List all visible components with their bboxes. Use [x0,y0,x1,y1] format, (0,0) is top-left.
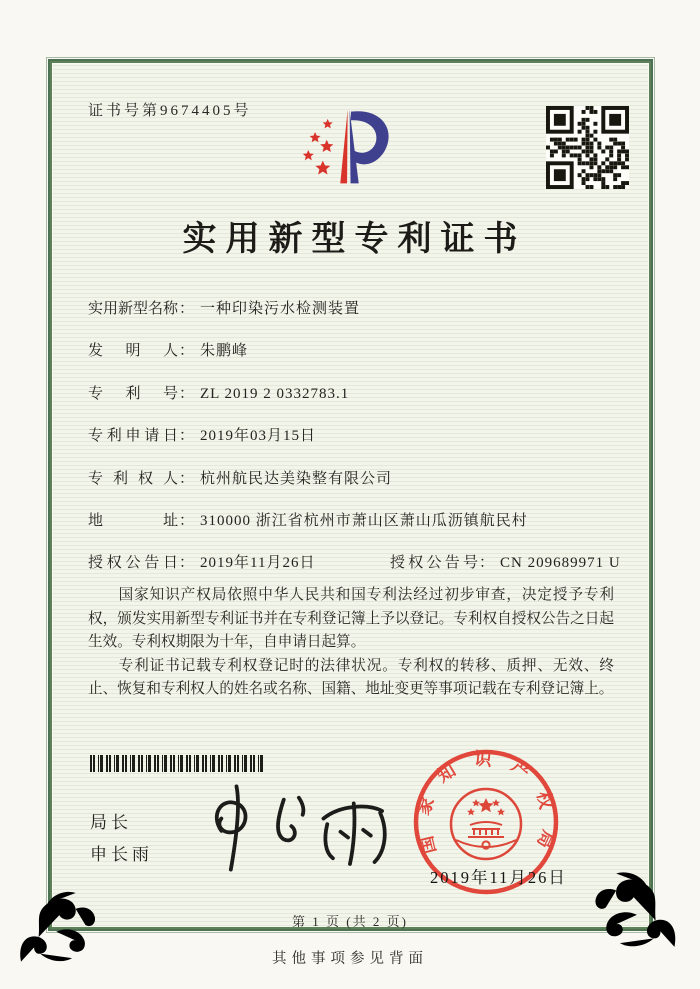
field-row-address [88,509,528,530]
field-label: 地址 [88,513,178,529]
field-label: 专利申请日 [88,428,178,444]
field-row-patent-number [88,382,349,403]
field-label: 实用新型名称 [88,301,179,317]
field-label: 授权公告日 [88,555,178,571]
field-value: CN 209689971 U [500,555,621,571]
field-colon: ： [479,555,495,571]
certificate-title: 实用新型专利证书 [182,221,527,258]
field-label: 发明人 [88,343,178,359]
field-colon: ： [179,301,195,317]
page-number-note: 第 1 页 (共 2 页) [292,914,408,929]
field-row-filing-date [88,424,316,445]
legal-paragraph: 专利证书记载专利权登记时的法律状况。专利权的转移、质押、无效、终止、恢复和专利权人的姓名或名称、国籍、地址变更等事项记载在专利登记簿上。 [88,657,614,697]
field-colon: ： [179,386,195,402]
field-value: 2019年11月26日 [200,555,316,571]
field-row-grant-date-and-number [88,551,621,572]
floral-corner-flourish-bottom-left [14,886,102,974]
field-value: ZL 2019 2 0332783.1 [200,386,350,402]
certificate-number: 证书号第9674405号 [88,103,252,119]
field-colon: ： [179,428,195,444]
see-reverse-note: 其他事项参见背面 [272,951,428,967]
field-label: 专利号 [88,386,178,402]
field-colon: ： [179,471,195,487]
shen-changyu-signature [193,776,401,880]
field-colon: ： [179,513,195,529]
director-title-label: 局长 [90,813,132,832]
legal-text-section [88,584,614,702]
legal-paragraph: 国家知识产权局依照中华人民共和国专利法经过初步审查，决定授予专利权，颁发实用新型专利证书并在专利登记簿上予以登记。专利权自授权公告之日起生效。专利权期限为十年，自申请日起算。 [88,587,614,650]
field-value: 杭州航民达美染整有限公司 [200,471,393,487]
field-row-inventor [88,339,248,360]
qr-code [546,106,629,189]
field-label: 授权公告号 [390,555,478,571]
field-row-patentee [88,467,392,488]
field-value: 朱鹏峰 [200,343,249,359]
field-row-utility-model-name [88,297,360,318]
field-value: 2019年03月15日 [200,428,317,444]
field-colon: ： [179,343,195,359]
cnipa-logo-icon [290,100,408,197]
grant-number-pair [390,551,621,572]
seal-date: 2019年11月26日 [430,868,567,887]
floral-corner-flourish-bottom-right [588,864,682,962]
barcode [90,755,266,772]
field-value: 310000 浙江省杭州市萧山区萧山瓜沥镇航民村 [200,513,528,529]
director-name-label: 申长雨 [90,845,153,864]
field-value: 一种印染污水检测装置 [200,301,361,317]
field-colon: ： [179,555,195,571]
seal-text: 国家知识产权局 [412,748,560,868]
field-label: 专利权人 [88,471,178,487]
national-emblem [451,789,521,859]
